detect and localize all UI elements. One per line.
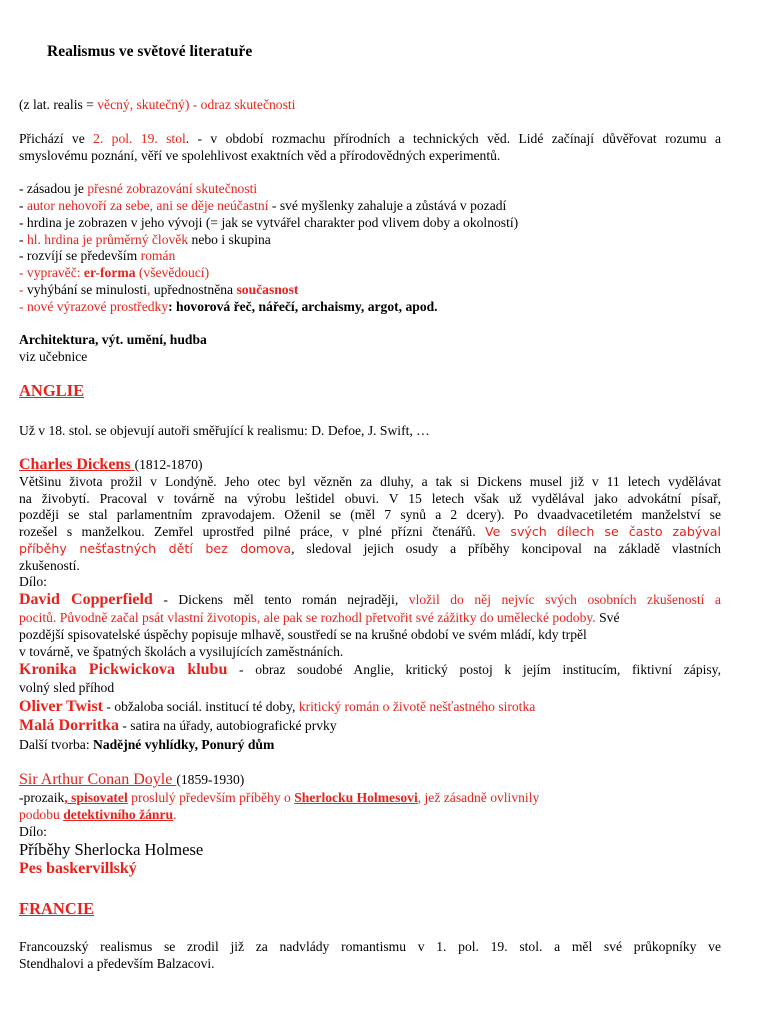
feature-item-2 [19, 198, 506, 215]
work-pribehy: Příběhy Sherlocka Holmese [19, 840, 204, 859]
work-description-line: v továrně, ve špatných školách a vysilujících zaměstnáních. [19, 644, 344, 659]
doyle-bio-line [19, 790, 539, 807]
bio-highlight: detektivního žánru [63, 807, 174, 822]
feature-dash: - [19, 198, 27, 213]
bio-text: rozešel s manželkou. Zemřel uprostřed pilné práce, v plné přízni čtenářů. [19, 524, 486, 539]
work-title: Kronika Pickwickova klubu [19, 661, 228, 678]
bio-text: podobu [19, 807, 64, 822]
dickens-bio-line: na živobytí. Pracoval v továrně na výrobu leštidel obuvi. V 15 letech však už vydělával jako advokátní písař, [19, 491, 721, 506]
work-highlight: kritický román o životě nešťastného sirotka [298, 699, 536, 714]
work-mala-dorritka [19, 718, 337, 735]
section-heading-francie: FRANCIE [19, 899, 95, 918]
work-text: - obžaloba sociál. institucí té doby, [103, 699, 299, 714]
francie-text-line: Francouzský realismus se zrodil již za nadvlády romantismu v 1. pol. 19. stol. a měl své průkopníky ve [19, 939, 721, 954]
work-text: - Dickens měl tento román nejraději, [152, 592, 409, 607]
bio-text: -prozaik [19, 790, 65, 805]
bio-text: proslulý především příběhy o [127, 790, 295, 805]
feature-item-6 [19, 265, 209, 282]
bio-text: , jež zásadně ovlivnily [417, 790, 540, 805]
origin-text: Přichází ve [19, 131, 94, 146]
work-text: - satira na úřady, autobiografické prvky [118, 718, 337, 733]
other-works-titles: Nadějné vyhlídky, Ponurý dům [93, 737, 275, 752]
feature-item-5 [19, 248, 175, 265]
feature-text: nebo i skupina [188, 232, 271, 247]
feature-item-3: - hrdina je zobrazen v jeho vývoji (= jak se vytvářel charakter pod vlivem doby a okolností) [19, 215, 519, 230]
feature-dash: - [19, 299, 27, 314]
feature-highlight: autor nehovoří za sebe, ani se děje neúčastní [26, 198, 269, 213]
work-description-line: volný sled příhod [19, 680, 115, 695]
bio-highlight: , spisovatel [64, 790, 128, 805]
work-kronika [19, 662, 721, 679]
feature-text: - rozvíjí se především [19, 248, 141, 263]
author-name: Sir Arthur Conan Doyle [19, 771, 177, 788]
bio-highlight: Sherlocku Holmesovi [294, 790, 418, 805]
work-david-copperfield [19, 592, 721, 609]
dickens-heading [19, 457, 203, 474]
feature-dash: - [19, 282, 27, 297]
work-oliver-twist [19, 699, 535, 716]
feature-text: (vševědoucí) [135, 265, 210, 280]
feature-text: - vypravěč: [19, 265, 84, 280]
feature-item-4 [19, 232, 271, 249]
feature-highlight: er-forma [83, 265, 136, 280]
feature-text: vyhýbání se minulosti [26, 282, 148, 297]
feature-text: : hovorová řeč, nářečí, archaismy, argot, apod. [168, 299, 438, 314]
works-label: Dílo: [19, 824, 47, 839]
origin-line-2: smyslovému poznání, věří ve spolehlivost exaktních věd a přírodovědných experimentů. [19, 148, 501, 163]
work-pes-baskervillsky: Pes baskervillský [19, 860, 137, 877]
feature-comma: , [147, 282, 154, 297]
other-works [19, 737, 274, 754]
feature-text: - své myšlenky zahaluje a zůstává v pozadí [268, 198, 507, 213]
anglie-intro: Už v 18. stol. se objevují autoři směřující k realismu: D. Defoe, J. Swift, … [19, 423, 430, 438]
work-highlight: vložil do něj nejvíc svých osobních zkušeností a [408, 592, 722, 607]
works-label: Dílo: [19, 574, 47, 589]
intro-line [19, 97, 295, 114]
intro-text: (z lat. realis = [19, 97, 98, 112]
author-years: (1812-1870) [134, 457, 203, 472]
bio-text: , sledoval jejich osudy a příběhy koncipoval na základě vlastních [291, 541, 721, 556]
work-text: - obraz soudobé Anglie, kritický postoj k jejím institucím, fiktivní zápisy, [227, 662, 721, 677]
francie-text-line: Stendhalovi a především Balzacovi. [19, 956, 215, 971]
other-works-label: Další tvorba: [19, 737, 93, 752]
feature-text: upřednostněna [153, 282, 237, 297]
intro-definition: věcný, skutečný) - odraz skutečnosti [97, 97, 296, 112]
feature-dash: - [19, 232, 27, 247]
origin-text-cont: . - v období rozmachu přírodních a technických věd. Lidé začínají důvěřovat rozumu a [185, 131, 721, 146]
work-highlight: pocitů. Původně začal psát vlastní životopis, ale pak se rozhodl přetvořit své zážitky do umělecké podoby. [19, 610, 596, 625]
work-text: Své [595, 610, 620, 625]
feature-highlight: hl. hrdina je průměrný člověk [26, 232, 189, 247]
feature-item-8 [19, 299, 438, 316]
work-title: Oliver Twist [19, 698, 103, 715]
arts-heading: Architektura, výt. umění, hudba [19, 332, 207, 347]
dickens-bio-line [19, 524, 721, 541]
work-description-line: pozdější spisovatelské úspěchy popisuje mlhavě, soustředí se na krušné období ve svém mládí, kdy trpěl [19, 627, 587, 642]
author-name: Charles Dickens [19, 456, 135, 473]
dickens-bio-line: zkušeností. [19, 558, 80, 573]
dickens-bio-line: později se stal parlamentním zpravodajem. Oženil se (měl 7 synů a 2 dcery). Po dvaadvacetiletém manželství se [19, 507, 721, 522]
bio-highlight: Ve svých dílech se často zabýval [485, 524, 721, 539]
feature-item-1 [19, 181, 257, 198]
dickens-bio-line [19, 541, 721, 558]
work-title: Malá Dorritka [19, 717, 119, 734]
feature-highlight: nové výrazové prostředky [26, 299, 169, 314]
bio-text: . [173, 807, 177, 822]
work-title: David Copperfield [19, 591, 153, 608]
section-heading-anglie: ANGLIE [19, 381, 85, 400]
feature-highlight: přesné zobrazování skutečnosti [87, 181, 258, 196]
feature-highlight: současnost [236, 282, 299, 297]
feature-highlight: román [140, 248, 176, 263]
origin-line-1 [19, 131, 721, 148]
work-description-line [19, 610, 620, 627]
dickens-bio-line: Většinu života prožil v Londýně. Jeho otec byl vězněn za dluhy, a tak si Dickens musel již v 11 letech vydělávat [19, 474, 721, 489]
origin-period: 2. pol. 19. stol [93, 131, 186, 146]
feature-item-7 [19, 282, 298, 299]
doyle-bio-line [19, 807, 177, 824]
doyle-heading [19, 772, 244, 789]
feature-text: - zásadou je [19, 181, 88, 196]
page-title: Realismus ve světové literatuře [47, 43, 253, 60]
bio-highlight: příběhy nešťastných dětí bez domova [19, 541, 292, 556]
author-years: (1859-1930) [176, 772, 245, 787]
arts-note: viz učebnice [19, 349, 88, 364]
